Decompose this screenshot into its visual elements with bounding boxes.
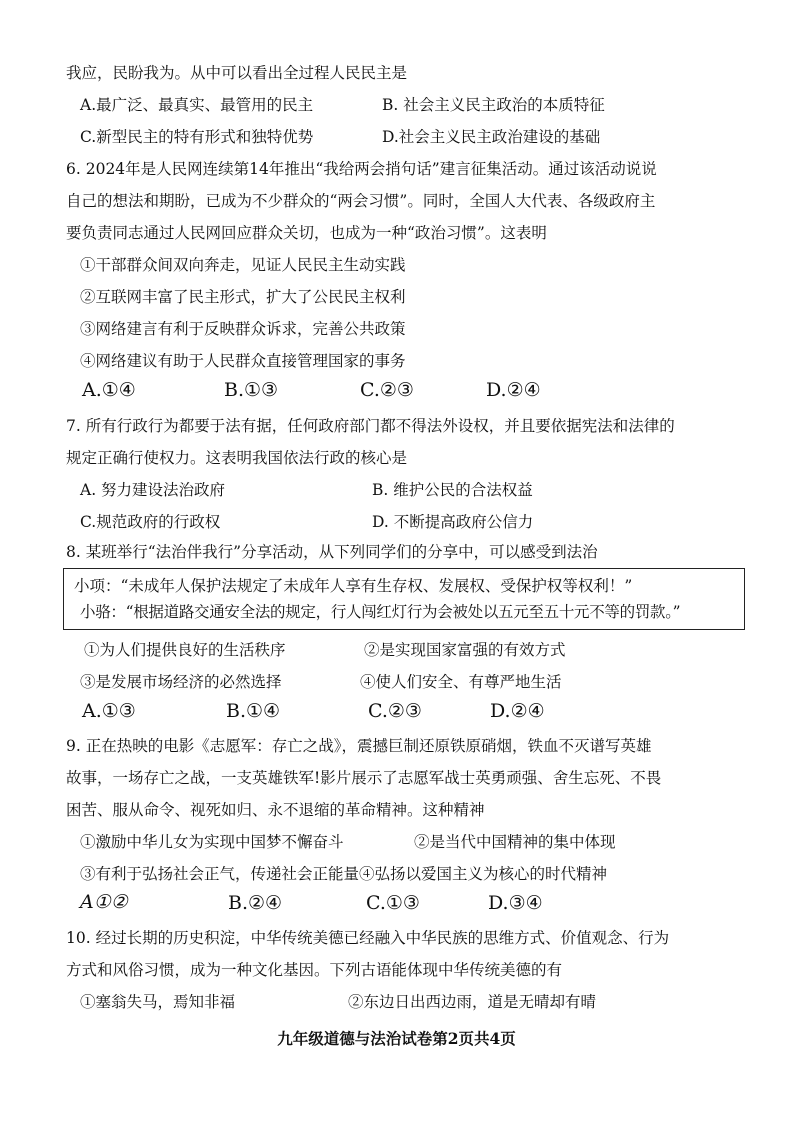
q10-statement-2: ②东边日出西边雨，道是无晴却有晴 — [348, 993, 597, 1011]
q6-statement-3: ③网络建言有利于反映群众诉求，完善公共政策 — [80, 320, 406, 338]
q7-option-c: C.规范政府的行政权 — [80, 513, 221, 531]
q9-stem-line-2: 故事，一场存亡之战，一支英雄铁军!影片展示了志愿军战士英勇顽强、舍生忘死、不畏 — [66, 769, 662, 787]
q6-statement-1: ①干部群众间双向奔走，见证人民民主生动实践 — [80, 256, 406, 274]
q8-stem: 8. 某班举行“法治伴我行”分享活动，从下列同学们的分享中，可以感受到法治 — [66, 543, 598, 561]
q7-stem-line-1: 7. 所有行政行为都要于法有据，任何政府部门都不得法外设权，并且要依据宪法和法律的 — [66, 417, 675, 435]
q6-statement-2: ②互联网丰富了民主形式，扩大了公民民主权利 — [80, 288, 406, 306]
page-footer: 九年级道德与法治试卷第2页共4页 — [277, 1029, 516, 1048]
q8-option-d: D.②④ — [490, 700, 545, 722]
q8-statement-3: ③是发展市场经济的必然选择 — [80, 673, 282, 691]
q8-quote-2: 小骆：“根据道路交通安全法的规定，行人闯红灯行为会被处以五元至五十元不等的罚款。” — [80, 603, 681, 621]
q9-option-d: D.③④ — [488, 892, 543, 914]
q8-option-a: A.①③ — [82, 700, 136, 722]
q9-stem-line-1: 9. 正在热映的电影《志愿军：存亡之战》，震撼巨制还原铁原硝烟，铁血不灭谱写英雄 — [66, 737, 652, 755]
q9-stem-line-3: 困苦、服从命令、视死如归、永不退缩的革命精神。这种精神 — [66, 801, 485, 819]
q6-stem-line-2: 自己的想法和期盼，已成为不少群众的“两会习惯”。同时，全国人大代表、各级政府主 — [66, 192, 656, 210]
q5-option-a: A.最广泛、最真实、最管用的民主 — [80, 96, 314, 114]
q8-statement-2: ②是实现国家富强的有效方式 — [364, 641, 566, 659]
q9-option-a: A①② — [80, 891, 128, 913]
q10-statement-1: ①塞翁失马，焉知非福 — [80, 993, 236, 1011]
q5-option-c: C.新型民主的特有形式和独特优势 — [80, 128, 314, 146]
q6-option-b: B.①③ — [224, 379, 279, 401]
q6-stem-line-1: 6. 2024年是人民网连续第14年推出“我给两会捎句话”建言征集活动。通过该活动说说 — [66, 160, 657, 178]
q8-option-c: C.②③ — [368, 700, 422, 722]
q6-option-d: D.②④ — [486, 379, 541, 401]
q5-stem-tail: 我应，民盼我为。从中可以看出全过程人民民主是 — [66, 64, 408, 82]
q8-statement-1: ①为人们提供良好的生活秩序 — [84, 641, 286, 659]
q8-quote-1: 小项：“未成年人保护法规定了未成年人享有生存权、发展权、受保护权等权利！” — [74, 577, 633, 595]
q9-option-c: C.①③ — [366, 892, 420, 914]
q6-statement-4: ④网络建议有助于人民群众直接管理国家的事务 — [80, 352, 406, 370]
q5-option-b: B. 社会主义民主政治的本质特征 — [382, 96, 605, 114]
q7-option-a: A. 努力建设法治政府 — [80, 481, 226, 499]
q9-option-b: B.②④ — [228, 892, 283, 914]
q10-stem-line-1: 10. 经过长期的历史积淀，中华传统美德已经融入中华民族的思维方式、价值观念、行为 — [66, 929, 670, 947]
q10-stem-line-2: 方式和风俗习惯，成为一种文化基因。下列古语能体现中华传统美德的有 — [66, 961, 563, 979]
q7-option-b: B. 维护公民的合法权益 — [372, 481, 533, 499]
q5-option-d: D.社会主义民主政治建设的基础 — [382, 128, 601, 146]
q9-statement-1: ①激励中华儿女为实现中国梦不懈奋斗 — [80, 833, 344, 851]
q7-option-d: D. 不断提高政府公信力 — [372, 513, 534, 531]
q7-stem-line-2: 规定正确行使权力。这表明我国依法行政的核心是 — [66, 449, 408, 467]
q9-statement-2: ②是当代中国精神的集中体现 — [414, 833, 616, 851]
q9-statement-3-4: ③有利于弘扬社会正气，传递社会正能量④弘扬以爱国主义为核心的时代精神 — [80, 865, 608, 883]
q8-option-b: B.①④ — [226, 700, 281, 722]
q6-option-a: A.①④ — [82, 379, 136, 401]
q6-option-c: C.②③ — [360, 379, 414, 401]
q8-statement-4: ④使人们安全、有尊严地生活 — [360, 673, 562, 691]
q6-stem-line-3: 要负责同志通过人民网回应群众关切，也成为一种“政治习惯”。这表明 — [66, 224, 547, 242]
